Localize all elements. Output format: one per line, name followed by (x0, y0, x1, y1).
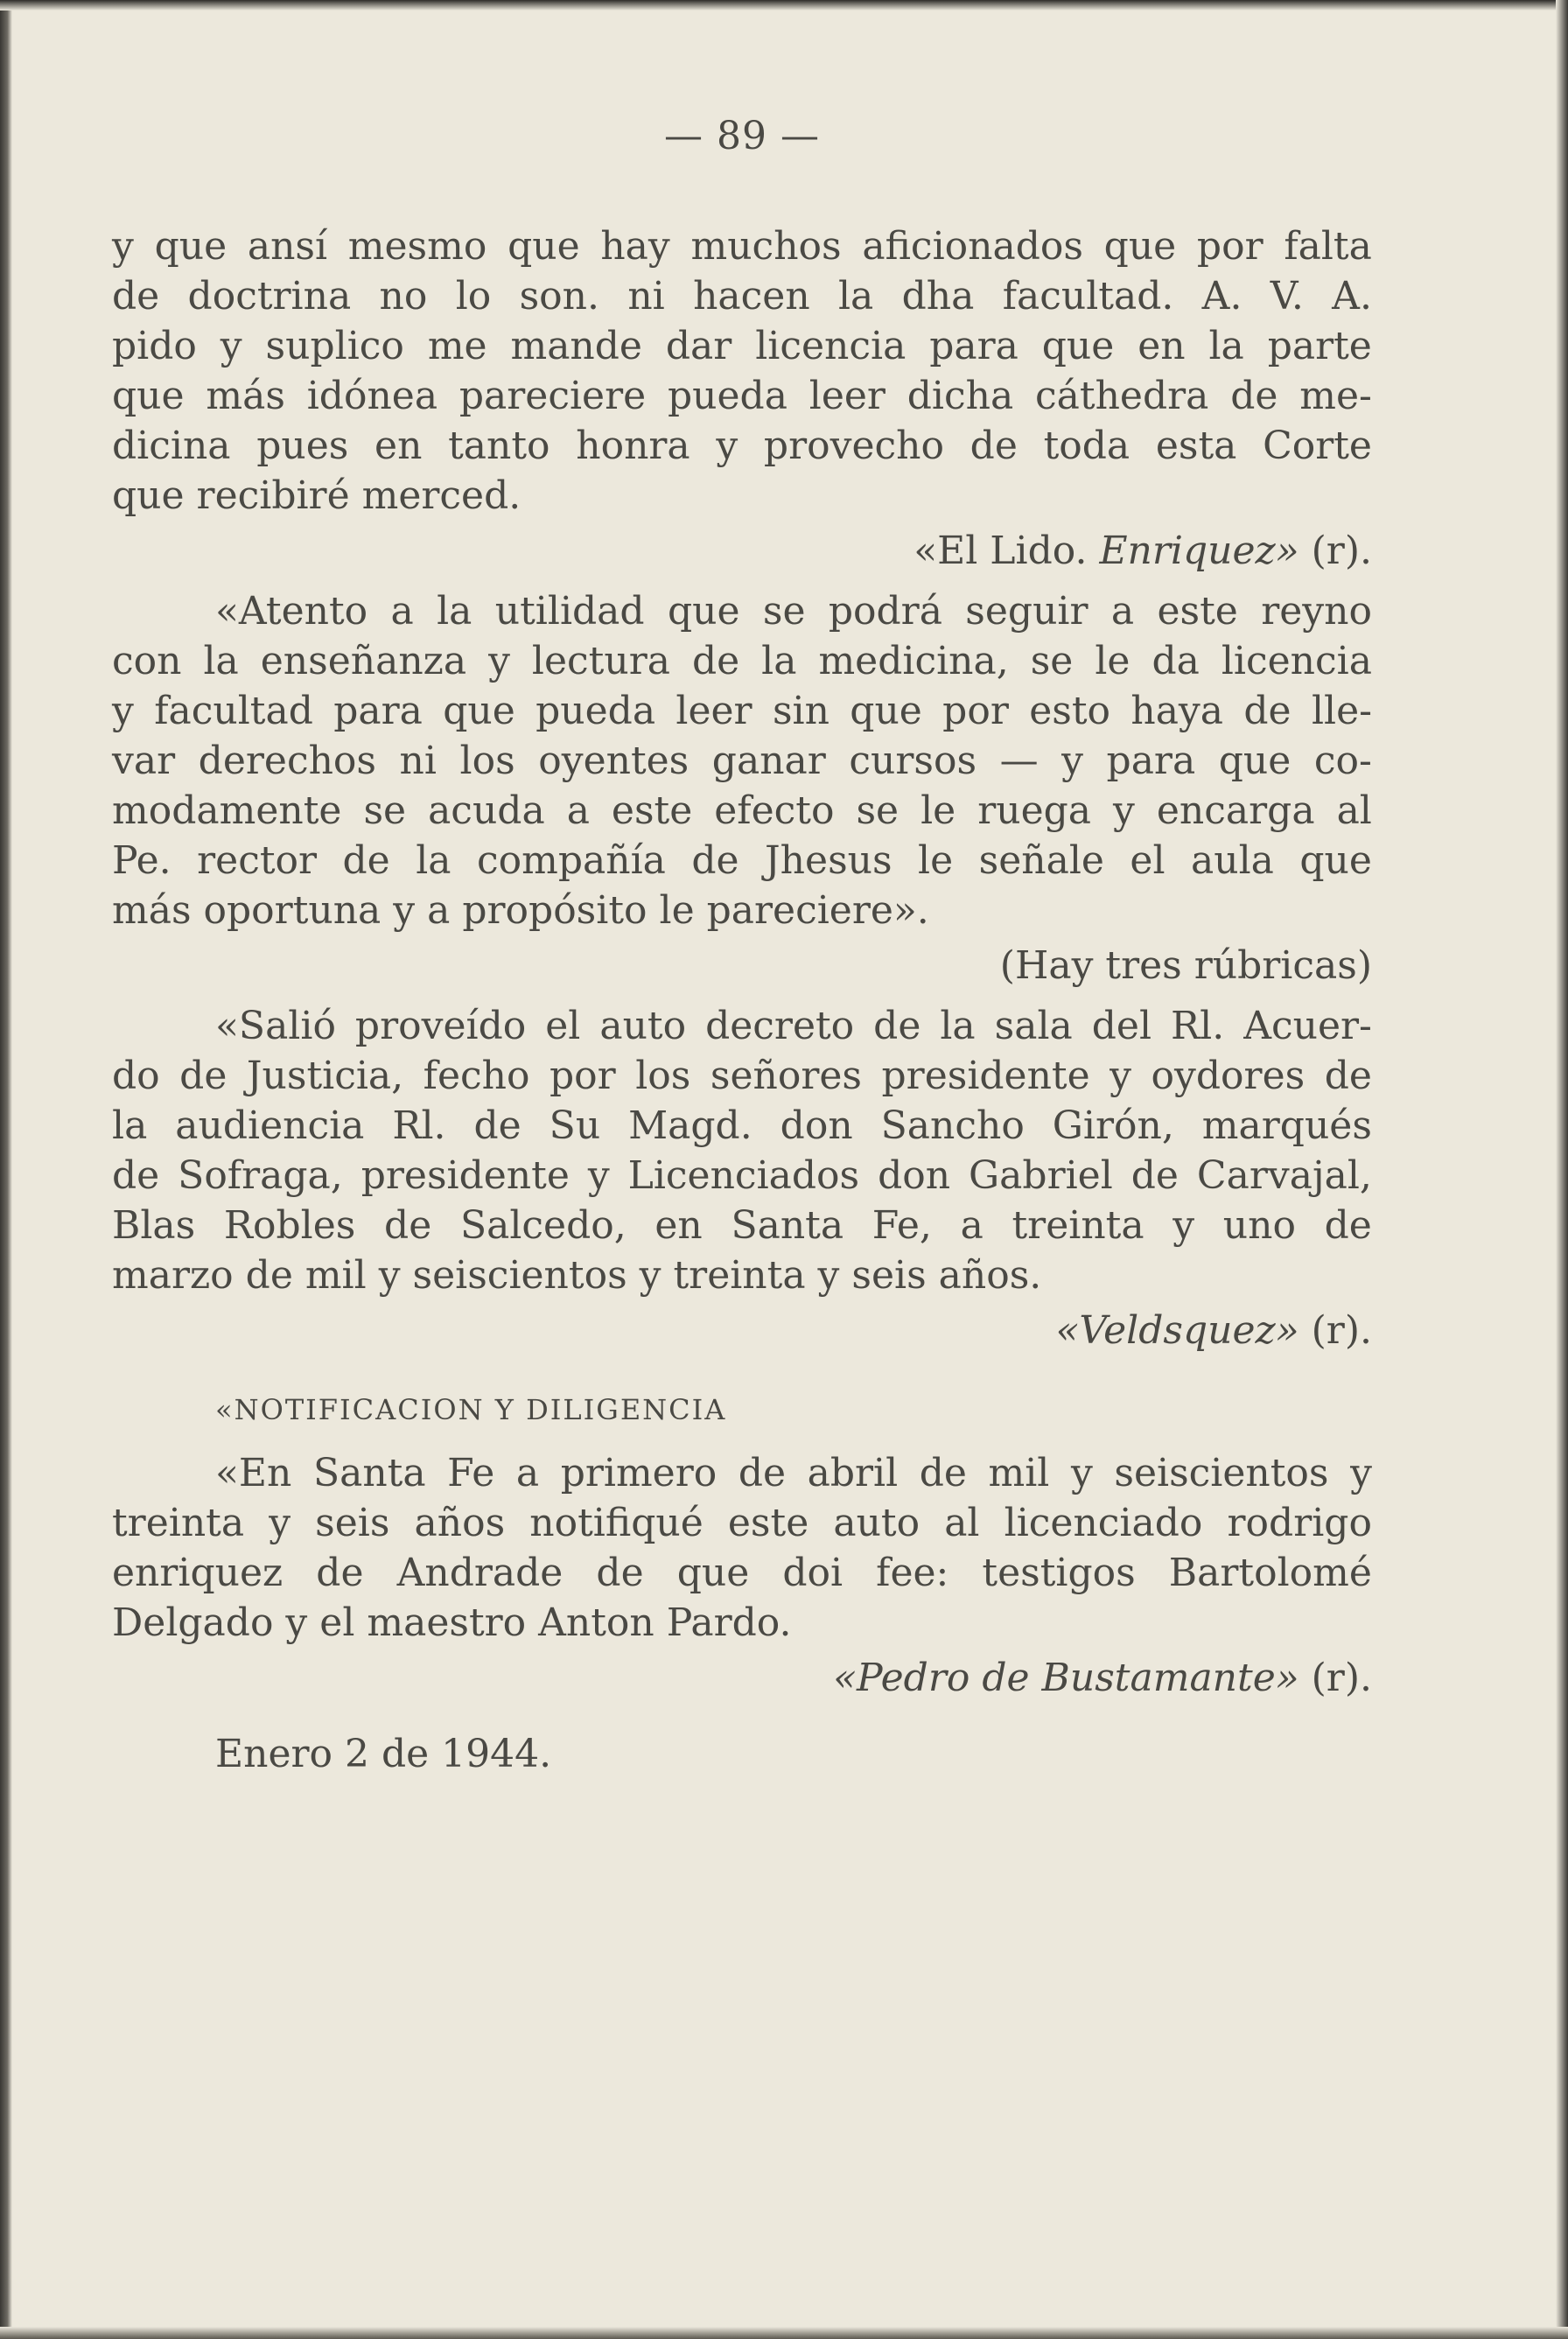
signature-bustamante (112, 1653, 1372, 1703)
text-line: de doctrina no lo son. ni hacen la dha facultad. A. V. A. (112, 274, 1372, 319)
text-line: enriquez de Andrade de que doi fee: testigos Bartolomé (112, 1551, 1372, 1595)
text-line: Delgado y el maestro Anton Pardo. (112, 1600, 792, 1645)
text-line: «Atento a la utilidad que se podrá seguir a este reyno (215, 589, 1372, 634)
text-line: var derechos ni los oyentes ganar cursos — y para que co- (112, 739, 1372, 783)
signature-suffix: (r). (1298, 1308, 1372, 1353)
right-edge (1556, 0, 1568, 2339)
rubricas-note: (Hay tres rúbricas) (999, 943, 1372, 988)
signature-suffix: (r). (1298, 529, 1372, 573)
signature-name: «Pedro de Bustamante» (833, 1656, 1299, 1700)
text-line: modamente se acuda a este efecto se le ruega y encarga al (112, 788, 1372, 833)
text-line: la audiencia Rl. de Su Magd. don Sancho Girón, marqués (112, 1103, 1372, 1148)
text-line: dicina pues en tanto honra y provecho de toda esta Corte (112, 424, 1372, 468)
page-content (112, 114, 1372, 1779)
document-date: Enero 2 de 1944. (215, 1732, 552, 1776)
text-line: Pe. rector de la compañía de Jhesus le señale el aula que (112, 838, 1372, 883)
paragraph-license (112, 586, 1372, 935)
signature-prefix: «El Lido. (914, 529, 1100, 573)
text-line: más oportuna y a propósito le pareciere». (112, 888, 929, 933)
text-line: do de Justicia, fecho por los señores presidente y oydores de (112, 1054, 1372, 1098)
text-line: Blas Robles de Salcedo, en Santa Fe, a treinta y uno de (112, 1203, 1372, 1248)
binding-edge (0, 0, 12, 2339)
paragraph-decree (112, 1001, 1372, 1300)
signature-enriquez (112, 526, 1372, 576)
paragraph-notification (112, 1448, 1372, 1648)
text-line: marzo de mil y seiscientos y treinta y seis años. (112, 1253, 1042, 1298)
page-number: — 89 — (664, 114, 820, 158)
text-line: «En Santa Fe a primero de abril de mil y seiscientos y (215, 1451, 1372, 1495)
bottom-edge (0, 2327, 1568, 2339)
text-line: que más idónea pareciere pueda leer dicha cáthedra de me- (112, 374, 1372, 418)
text-line: y facultad para que pueda leer sin que por esto haya de lle- (112, 689, 1372, 733)
text-line: y que ansí mesmo que hay muchos aficionados que por falta (112, 224, 1372, 269)
text-line: con la enseñanza y lectura de la medicina, se le da licencia (112, 639, 1372, 683)
text-line: «Salió proveído el auto decreto de la sala del Rl. Acuer- (215, 1004, 1372, 1048)
text-line: treinta y seis años notifiqué este auto al licenciado rodrigo (112, 1501, 1372, 1545)
top-edge (0, 0, 1568, 11)
section-heading: «NOTIFICACION Y DILIGENCIA (215, 1393, 727, 1426)
text-line: de Sofraga, presidente y Licenciados don Gabriel de Carvajal, (112, 1153, 1372, 1198)
paragraph-petition (112, 221, 1372, 521)
text-line: que recibiré merced. (112, 473, 522, 518)
signature-suffix: (r). (1298, 1656, 1372, 1700)
signature-velasquez (112, 1306, 1372, 1355)
signature-name: «Veldsquez» (1055, 1308, 1299, 1353)
text-line: pido y suplico me mande dar licencia para que en la parte (112, 324, 1372, 368)
signature-name: Enriquez» (1099, 529, 1299, 573)
